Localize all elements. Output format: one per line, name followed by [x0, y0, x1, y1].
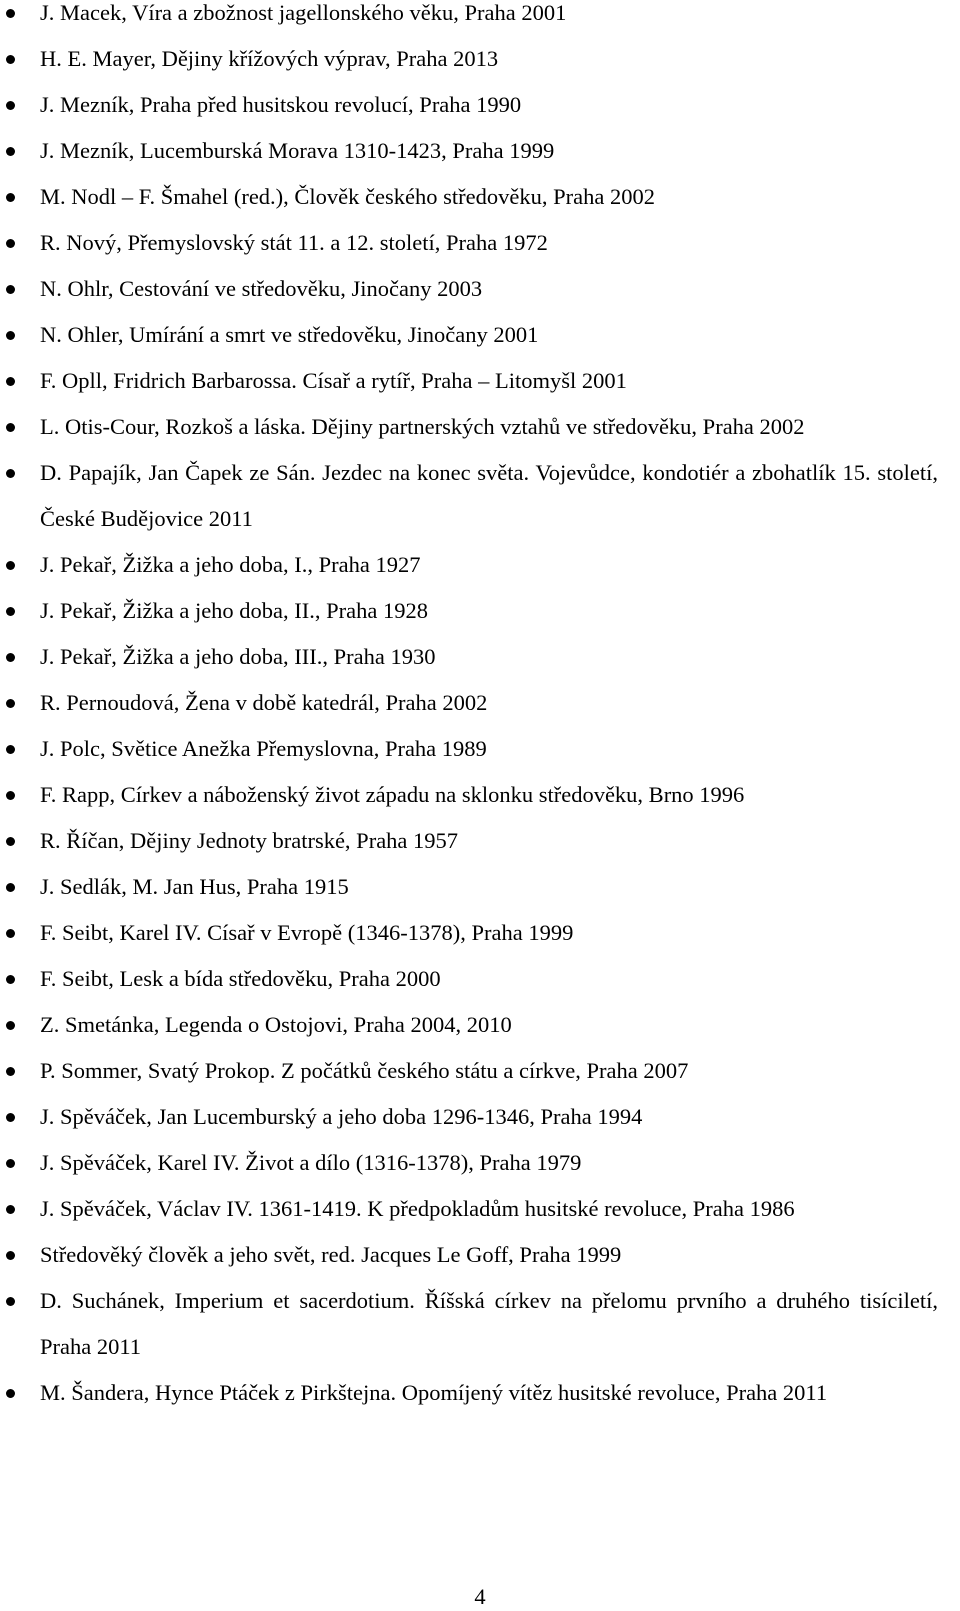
bibliography-entry-text: J. Pekař, Žižka a jeho doba, I., Praha 1927: [40, 552, 421, 577]
bibliography-item: [0, 956, 960, 1002]
bibliography-entry-text: F. Seibt, Karel IV. Císař v Evropě (1346-1378), Praha 1999: [40, 920, 574, 945]
bibliography-entry-text: N. Ohler, Umírání a smrt ve středověku, Jinočany 2001: [40, 322, 539, 347]
bibliography-entry-text: J. Macek, Víra a zbožnost jagellonského věku, Praha 2001: [40, 0, 567, 25]
bibliography-item: [0, 864, 960, 910]
bibliography-entry-text: F. Rapp, Církev a náboženský život západu na sklonku středověku, Brno 1996: [40, 782, 745, 807]
bibliography-item: [0, 82, 960, 128]
bullet-icon: [6, 469, 15, 478]
bibliography-item: [0, 588, 960, 634]
bibliography-entry-text: J. Polc, Světice Anežka Přemyslovna, Praha 1989: [40, 736, 487, 761]
bibliography-entry-text: F. Seibt, Lesk a bída středověku, Praha 2000: [40, 966, 441, 991]
bullet-icon: [6, 377, 15, 386]
bibliography-item: [0, 220, 960, 266]
bibliography-entry-text: M. Šandera, Hynce Ptáček z Pirkštejna. Opomíjený vítěz husitské revoluce, Praha 2011: [40, 1380, 828, 1405]
bibliography-item: [0, 128, 960, 174]
bullet-icon: [6, 1021, 15, 1030]
bibliography-entry-text: J. Pekař, Žižka a jeho doba, II., Praha 1928: [40, 598, 429, 623]
bibliography-entry-text: H. E. Mayer, Dějiny křížových výprav, Praha 2013: [40, 46, 499, 71]
bibliography-entry-text: J. Spěváček, Jan Lucemburský a jeho doba 1296-1346, Praha 1994: [40, 1104, 643, 1129]
bullet-icon: [6, 147, 15, 156]
bibliography-entry-text: N. Ohlr, Cestování ve středověku, Jinočany 2003: [40, 276, 483, 301]
bibliography-item: [0, 772, 960, 818]
bibliography-item: [0, 910, 960, 956]
bibliography-entry-text: J. Mezník, Lucemburská Morava 1310-1423, Praha 1999: [40, 138, 555, 163]
page-number: 4: [474, 1584, 486, 1609]
bibliography-entry-text: M. Nodl – F. Šmahel (red.), Člověk českého středověku, Praha 2002: [40, 184, 655, 209]
bibliography-item: [0, 1094, 960, 1140]
bibliography-item: [0, 1140, 960, 1186]
bibliography-entry-text: J. Mezník, Praha před husitskou revolucí, Praha 1990: [40, 92, 522, 117]
bibliography-item: [0, 1370, 960, 1416]
bullet-icon: [6, 193, 15, 202]
bibliography-entry-text: R. Nový, Přemyslovský stát 11. a 12. století, Praha 1972: [40, 230, 548, 255]
bullet-icon: [6, 423, 15, 432]
bullet-icon: [6, 975, 15, 984]
bibliography-entry-text: J. Spěváček, Václav IV. 1361-1419. K předpokladům husitské revoluce, Praha 1986: [40, 1196, 795, 1221]
bibliography-item: [0, 1048, 960, 1094]
bullet-icon: [6, 239, 15, 248]
bullet-icon: [6, 9, 15, 18]
bibliography-entry-text: J. Spěváček, Karel IV. Život a dílo (1316-1378), Praha 1979: [40, 1150, 582, 1175]
bullet-icon: [6, 883, 15, 892]
bibliography-item: [0, 634, 960, 680]
bibliography-item: [0, 726, 960, 772]
bibliography-item: [0, 174, 960, 220]
bullet-icon: [6, 101, 15, 110]
bullet-icon: [6, 1159, 15, 1168]
bibliography-item: [0, 1278, 960, 1370]
bibliography-item: [0, 1232, 960, 1278]
bibliography-entry-text: D. Suchánek, Imperium et sacerdotium. Říšská církev na přelomu prvního a druhého tisíciletí, Praha 2011: [40, 1288, 938, 1359]
bibliography-entry-text: L. Otis-Cour, Rozkoš a láska. Dějiny partnerských vztahů ve středověku, Praha 2002: [40, 414, 805, 439]
bullet-icon: [6, 929, 15, 938]
bullet-icon: [6, 699, 15, 708]
bibliography-entry-text: D. Papajík, Jan Čapek ze Sán. Jezdec na konec světa. Vojevůdce, kondotiér a zbohatlík 15. století, České Budějovice 2011: [40, 460, 938, 531]
bibliography-item: [0, 680, 960, 726]
bibliography-item: [0, 312, 960, 358]
bullet-icon: [6, 653, 15, 662]
bibliography-entry-text: Z. Smetánka, Legenda o Ostojovi, Praha 2004, 2010: [40, 1012, 512, 1037]
bullet-icon: [6, 607, 15, 616]
bibliography-entry-text: J. Sedlák, M. Jan Hus, Praha 1915: [40, 874, 349, 899]
bullet-icon: [6, 1297, 15, 1306]
bullet-icon: [6, 331, 15, 340]
bibliography-item: [0, 358, 960, 404]
bibliography-entry-text: R. Říčan, Dějiny Jednoty bratrské, Praha 1957: [40, 828, 459, 853]
bibliography-entry-text: R. Pernoudová, Žena v době katedrál, Praha 2002: [40, 690, 488, 715]
bullet-icon: [6, 1113, 15, 1122]
bibliography-item: [0, 404, 960, 450]
bibliography-item: [0, 36, 960, 82]
bullet-icon: [6, 55, 15, 64]
bullet-icon: [6, 791, 15, 800]
bibliography-item: [0, 1186, 960, 1232]
bullet-icon: [6, 561, 15, 570]
bibliography-item: [0, 818, 960, 864]
bibliography-entry-text: F. Opll, Fridrich Barbarossa. Císař a rytíř, Praha – Litomyšl 2001: [40, 368, 627, 393]
bullet-icon: [6, 745, 15, 754]
bibliography-entry-text: P. Sommer, Svatý Prokop. Z počátků českého státu a církve, Praha 2007: [40, 1058, 689, 1083]
bibliography-entry-text: Středověký člověk a jeho svět, red. Jacques Le Goff, Praha 1999: [40, 1242, 622, 1267]
bibliography-item: [0, 0, 960, 36]
bullet-icon: [6, 1067, 15, 1076]
bullet-icon: [6, 837, 15, 846]
bibliography-item: [0, 266, 960, 312]
bibliography-entry-text: J. Pekař, Žižka a jeho doba, III., Praha 1930: [40, 644, 436, 669]
bullet-icon: [6, 285, 15, 294]
bibliography-item: [0, 1002, 960, 1048]
bullet-icon: [6, 1205, 15, 1214]
bullet-icon: [6, 1389, 15, 1398]
bullet-icon: [6, 1251, 15, 1260]
bibliography-item: [0, 542, 960, 588]
bibliography-item: [0, 450, 960, 542]
